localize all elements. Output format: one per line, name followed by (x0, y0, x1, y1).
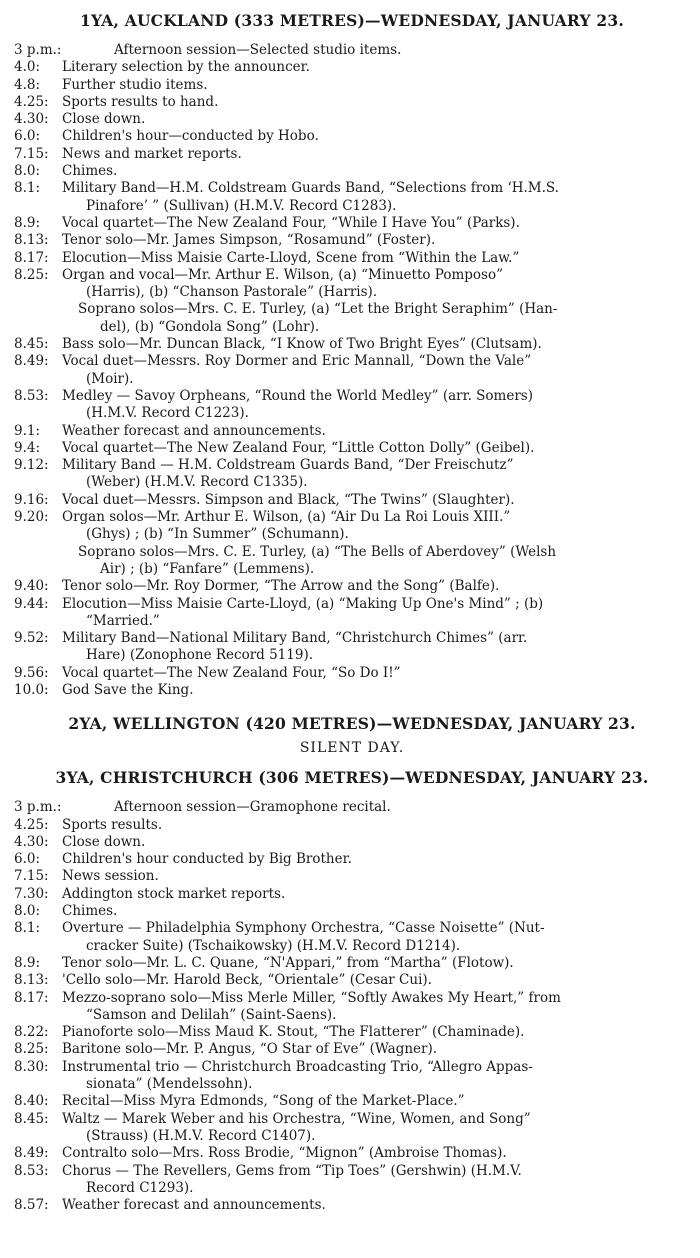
entry-time: 7.15: (14, 145, 49, 162)
programme-entry (14, 440, 690, 457)
station-2ya-heading: 2YA, WELLINGTON (420 METRES)—WEDNESDAY, JANUARY 23. (68, 714, 636, 734)
entry-continuation: (Moir). (86, 370, 134, 387)
entry-text: Weather forecast and announcements. (62, 1197, 326, 1214)
programme-entry (14, 1145, 690, 1162)
entry-text: Waltz — Marek Weber and his Orchestra, “Wine, Women, and Song” (62, 1110, 531, 1127)
entry-time: 8.30: (14, 1058, 49, 1075)
entry-text: Recital—Miss Myra Edmonds, “Song of the Market-Place.” (62, 1093, 465, 1110)
programme-entry (14, 1041, 690, 1058)
entry-text: Close down. (62, 111, 146, 128)
programme-entry (14, 955, 690, 972)
station-3ya-programme (14, 799, 690, 1214)
programme-entry (14, 215, 690, 232)
programme-entry (14, 596, 690, 613)
entry-time: 8.13: (14, 972, 49, 989)
entry-continuation: (Weber) (H.M.V. Record C1335). (86, 474, 308, 491)
entry-text: Organ solos—Mr. Arthur E. Wilson, (a) “Air Du La Roi Louis XIII.” (62, 509, 511, 526)
entry-text: Overture — Philadelphia Symphony Orchestra, “Casse Noisette” (Nut- (62, 920, 545, 937)
entry-time: 9.12: (14, 457, 49, 474)
entry-time: 6.0: (14, 128, 41, 145)
entry-text: Vocal duet—Messrs. Roy Dormer and Eric Mannall, “Down the Vale” (62, 353, 532, 370)
entry-time: 8.1: (14, 920, 41, 937)
entry-time: 8.0: (14, 163, 41, 180)
entry-time: 4.25: (14, 93, 49, 110)
entry-time: 6.0: (14, 851, 41, 868)
entry-time: 8.40: (14, 1093, 49, 1110)
entry-time: 9.56: (14, 664, 49, 681)
entry-text: Vocal quartet—The New Zealand Four, “While I Have You” (Parks). (62, 214, 520, 231)
entry-text: Close down. (62, 833, 146, 850)
programme-entry (14, 336, 690, 353)
programme-entry (14, 301, 690, 318)
entry-text: News and market reports. (62, 145, 242, 162)
entry-time: 3 p.m.: (14, 799, 62, 816)
programme-entry (14, 77, 690, 94)
entry-time: 4.8: (14, 76, 41, 93)
programme-entry (14, 834, 690, 851)
programme-entry (14, 903, 690, 920)
entry-continuation: (Strauss) (H.M.V. Record C1407). (86, 1127, 316, 1144)
programme-entry (14, 817, 690, 834)
entry-time: 8.57: (14, 1197, 49, 1214)
entry-time: 9.20: (14, 509, 49, 526)
entry-text: Military Band—H.M. Coldstream Guards Band, “Selections from ‘H.M.S. (62, 180, 559, 197)
entry-text: Chimes. (62, 163, 118, 180)
entry-continuation: (Harris), (b) “Chanson Pastorale” (Harris). (86, 284, 378, 301)
entry-time: 4.30: (14, 111, 49, 128)
entry-continuation: Record C1293). (86, 1179, 194, 1196)
programme-entry (14, 544, 690, 561)
entry-time: 7.30: (14, 885, 49, 902)
programme-entry (14, 1059, 690, 1076)
entry-text: Children's hour conducted by Big Brother. (62, 851, 352, 868)
entry-time: 8.45: (14, 336, 49, 353)
programme-entry (14, 886, 690, 903)
programme-entry (14, 665, 690, 682)
entry-time: 8.9: (14, 954, 41, 971)
entry-time: 9.40: (14, 578, 49, 595)
entry-time: 8.17: (14, 249, 49, 266)
entry-time: 8.25: (14, 1041, 49, 1058)
entry-time: 9.52: (14, 630, 49, 647)
entry-text: Weather forecast and announcements. (62, 422, 326, 439)
programme-entry (14, 388, 690, 405)
entry-text: Soprano solos—Mrs. C. E. Turley, (a) “Let the Bright Seraphim” (Han- (78, 301, 558, 318)
entry-text: Vocal quartet—The New Zealand Four, “So Do I!” (62, 664, 401, 681)
entry-text: Tenor solo—Mr. Roy Dormer, “The Arrow and the Song” (Balfe). (62, 578, 500, 595)
entry-time: 8.53: (14, 387, 49, 404)
entry-time: 4.25: (14, 816, 49, 833)
entry-time (14, 544, 62, 561)
programme-entry (14, 1111, 690, 1128)
entry-time (14, 301, 62, 318)
entry-continuation: del), (b) “Gondola Song” (Lohr). (100, 318, 320, 335)
entry-continuation: (Ghys) ; (b) “In Summer” (Schumann). (86, 526, 349, 543)
entry-text: Bass solo—Mr. Duncan Black, “I Know of Two Bright Eyes” (Clutsam). (62, 336, 542, 353)
entry-text: Further studio items. (62, 76, 208, 93)
programme-entry (14, 851, 690, 868)
entry-text: Chorus — The Revellers, Gems from “Tip Toes” (Gershwin) (H.M.V. (62, 1162, 522, 1179)
station-1ya-heading: 1YA, AUCKLAND (333 METRES)—WEDNESDAY, JANUARY 23. (80, 11, 624, 30)
entry-text: Contralto solo—Mrs. Ross Brodie, “Mignon” (Ambroise Thomas). (62, 1145, 507, 1162)
entry-time: 8.9: (14, 214, 41, 231)
entry-text: 'Cello solo—Mr. Harold Beck, “Orientale” (Cesar Cui). (62, 972, 432, 989)
programme-entry (14, 492, 690, 509)
station-2ya-note: SILENT DAY. (299, 740, 405, 757)
entry-time: 8.17: (14, 989, 49, 1006)
programme-entry (14, 180, 690, 197)
entry-continuation: “Married.” (86, 612, 160, 629)
programme-entry (14, 972, 690, 989)
entry-time: 8.22: (14, 1024, 49, 1041)
entry-time: 9.4: (14, 439, 41, 456)
entry-continuation: (H.M.V. Record C1223). (86, 405, 249, 422)
entry-time: 4.0: (14, 59, 41, 76)
programme-entry (14, 128, 690, 145)
entry-text: Instrumental trio — Christchurch Broadcasting Trio, “Allegro Appas- (62, 1058, 533, 1075)
entry-time: 8.49: (14, 353, 49, 370)
programme-entry (14, 353, 690, 370)
entry-text: Sports results to hand. (62, 93, 219, 110)
entry-time: 8.13: (14, 232, 49, 249)
programme-entry (14, 1197, 690, 1214)
programme-entry (14, 59, 690, 76)
entry-time: 8.45: (14, 1110, 49, 1127)
programme-entry (14, 630, 690, 647)
entry-text: Medley — Savoy Orpheans, “Round the World Medley” (arr. Somers) (62, 387, 533, 404)
programme-entry (14, 111, 690, 128)
programme-entry (14, 42, 690, 59)
entry-time: 8.0: (14, 903, 41, 920)
entry-time: 8.53: (14, 1162, 49, 1179)
entry-time: 7.15: (14, 868, 49, 885)
programme-entry (14, 509, 690, 526)
programme-entry (14, 232, 690, 249)
entry-text: Afternoon session—Gramophone recital. (114, 799, 391, 816)
programme-entry (14, 1163, 690, 1180)
programme-entry (14, 163, 690, 180)
programme-entry (14, 1093, 690, 1110)
entry-continuation: Air) ; (b) “Fanfare” (Lemmens). (100, 560, 315, 577)
entry-text: Chimes. (62, 903, 118, 920)
entry-time: 9.16: (14, 491, 49, 508)
programme-entry (14, 920, 690, 937)
entry-text: Mezzo-soprano solo—Miss Merle Miller, “Softly Awakes My Heart,” from (62, 989, 561, 1006)
entry-time: 10.0: (14, 681, 49, 698)
programme-entry (14, 457, 690, 474)
entry-text: Tenor solo—Mr. L. C. Quane, “N'Appari,” from “Martha” (Flotow). (62, 954, 514, 971)
programme-entry (14, 990, 690, 1007)
programme-entry (14, 682, 690, 699)
entry-text: God Save the King. (62, 681, 194, 698)
entry-time: 8.1: (14, 180, 41, 197)
entry-time: 3 p.m.: (14, 42, 62, 58)
entry-text: Literary selection by the announcer. (62, 59, 310, 76)
entry-text: Pianoforte solo—Miss Maud K. Stout, “The Flatterer” (Chaminade). (62, 1024, 525, 1041)
programme-entry (14, 1024, 690, 1041)
programme-entry (14, 250, 690, 267)
station-1ya-programme (14, 42, 690, 699)
entry-text: Tenor solo—Mr. James Simpson, “Rosamund” (Foster). (62, 232, 436, 249)
entry-continuation: Hare) (Zonophone Record 5119). (86, 647, 314, 664)
entry-time: 9.44: (14, 595, 49, 612)
programme-entry (14, 799, 690, 816)
entry-text: News session. (62, 868, 159, 885)
entry-time: 8.49: (14, 1145, 49, 1162)
programme-entry (14, 146, 690, 163)
entry-text: Soprano solos—Mrs. C. E. Turley, (a) “The Bells of Aberdovey” (Welsh (78, 543, 557, 560)
entry-text: Organ and vocal—Mr. Arthur E. Wilson, (a) “Minuetto Pomposo” (62, 266, 503, 283)
entry-time: 8.25: (14, 266, 49, 283)
programme-entry (14, 267, 690, 284)
entry-text: Vocal duet—Messrs. Simpson and Black, “The Twins” (Slaughter). (62, 491, 515, 508)
entry-text: Baritone solo—Mr. P. Angus, “O Star of Eve” (Wagner). (62, 1041, 438, 1058)
entry-continuation: Pinafore’ ” (Sullivan) (H.M.V. Record C1283). (86, 197, 397, 214)
entry-continuation: sionata” (Mendelssohn). (86, 1076, 253, 1093)
entry-text: Children's hour—conducted by Hobo. (62, 128, 319, 145)
entry-text: Military Band — H.M. Coldstream Guards Band, “Der Freischutz” (62, 457, 514, 474)
entry-text: Addington stock market reports. (62, 885, 286, 902)
programme-entry (14, 94, 690, 111)
programme-entry (14, 423, 690, 440)
entry-continuation: cracker Suite) (Tschaikowsky) (H.M.V. Record D1214). (86, 937, 461, 954)
programme-entry (14, 578, 690, 595)
station-3ya-heading: 3YA, CHRISTCHURCH (306 METRES)—WEDNESDAY, JANUARY 23. (55, 768, 649, 788)
entry-text: Vocal quartet—The New Zealand Four, “Little Cotton Dolly” (Geibel). (62, 439, 535, 456)
entry-time: 9.1: (14, 422, 41, 439)
entry-text: Elocution—Miss Maisie Carte-Lloyd, (a) “Making Up One's Mind” ; (b) (62, 595, 544, 612)
entry-text: Afternoon session—Selected studio items. (114, 42, 402, 58)
entry-continuation: “Samson and Delilah” (Saint-Saens). (86, 1006, 337, 1023)
entry-text: Military Band—National Military Band, “Christchurch Chimes” (arr. (62, 630, 528, 647)
entry-text: Sports results. (62, 816, 163, 833)
programme-entry (14, 868, 690, 885)
entry-text: Elocution—Miss Maisie Carte-Lloyd, Scene from “Within the Law.” (62, 249, 520, 266)
entry-time: 4.30: (14, 833, 49, 850)
